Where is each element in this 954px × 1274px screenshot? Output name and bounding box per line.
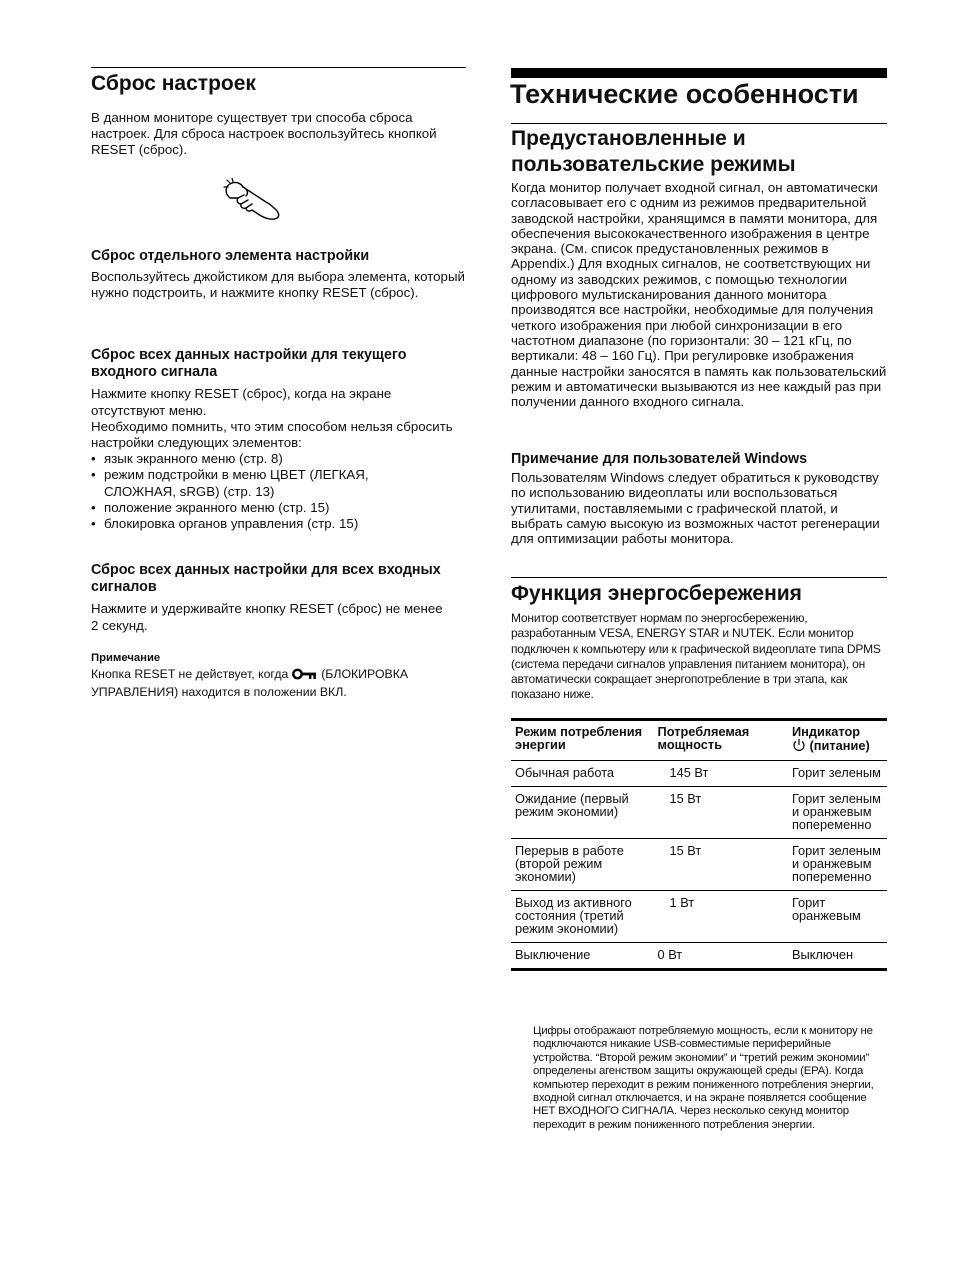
table-cell: Обычная работа (511, 761, 654, 787)
col-indicator-header (788, 720, 887, 761)
col-power-header: Потребляемая мощность (657, 724, 750, 752)
list-item: • режим подстройки в меню ЦВЕТ (ЛЕГКАЯ, СЛОЖНАЯ, sRGB) (стр. 13) (91, 467, 411, 500)
power-footnote: Цифры отображают потребляемую мощность, если к монитору не подключаются никакие USB-совместимые периферийные устройства. “Второй режим экономии” и “третий режим экономии” определены агенством защиты окружающей среды (EPA). Когда компьютер переходит в режим пониженного потребления энергии, входной сигнал отключается, и на экране появляется сообщение НЕТ ВХОДНОГО СИГНАЛА. Через несколько секунд монитор переходит в режим пониженного потребления энергии. (533, 1025, 874, 1131)
note-text (91, 666, 466, 700)
indicator-header-label: Индикатор (791, 724, 861, 739)
joystick-press-icon (222, 178, 284, 220)
table-cell: Выключен (788, 943, 887, 970)
section2-bullets (91, 451, 411, 532)
col-mode-header: Режим потребления энергии (515, 724, 643, 752)
section1-text: Воспользуйтесь джойстиком для выбора элемента, который нужно подстроить, и нажмите кнопку RESET (сброс). (91, 269, 465, 300)
right-top-bar (511, 68, 887, 78)
table-cell: 0 Вт (654, 943, 788, 970)
table-row (511, 839, 887, 891)
reset-intro: В данном мониторе существует три способа сброса настроек. Для сброса настроек воспользуйтесь кнопкой RESET (сброс). (91, 110, 437, 157)
section2-text2: Необходимо помнить, что этим способом нельзя сбросить настройки следующих элементов: (91, 419, 453, 450)
section2-heading: Сброс всех данных настройки для текущего входного сигнала (91, 347, 407, 380)
table-cell: Горит оранжевым (788, 891, 887, 943)
note-text-after: (БЛОКИРОВКА УПРАВЛЕНИЯ) находится в положении ВКЛ. (91, 667, 409, 699)
list-item: • положение экранного меню (стр. 15) (91, 500, 411, 516)
table-cell: Горит зеленым (788, 761, 887, 787)
table-row (511, 787, 887, 839)
left-top-rule (91, 67, 466, 68)
windows-text: Пользователям Windows следует обратиться к руководству по использованию видеоплаты или воспользоваться утилитами, поставляемыми с графической платой, и выбрать самую высокую из возможных частот регенерации для оптимизации работы монитора. (511, 470, 880, 547)
list-item: • язык экранного меню (стр. 8) (91, 451, 411, 467)
power-icon (792, 738, 806, 754)
table-row (511, 761, 887, 787)
modes-heading: Предустановленные и пользовательские режимы (511, 127, 796, 176)
table-cell: Выключение (511, 943, 654, 970)
note-text-before: Кнопка RESET не действует, когда (91, 667, 292, 681)
power-heading: Функция энергосбережения (511, 582, 802, 605)
indicator-header-suffix: (питание) (809, 738, 870, 753)
table-cell: 15 Вт (654, 787, 788, 839)
modes-text: Когда монитор получает входной сигнал, он автоматически согласовывает его с одним из режимов предварительной заводской настройки, хранящимся в памяти монитора, для обеспечения высококачественного изображения в центре экрана. (См. список предустановленных режимов в Appendix.) Для входных сигналов, не соответствующих ни одному из заводских режимов, с помощью технологии цифрового мультисканирования данного монитора производятся все настройки, необходимые для получения четкого изображения при любой синхронизации в его частотном диапазоне (по горизонтали: 30 – 121 кГц, по вертикали: 48 – 160 Гц). При регулировке изображения данные настройки заносятся в память как пользовательский режим и автоматически вызываются из нее каждый раз при получении данного входного сигнала. (511, 180, 887, 410)
table-cell: Горит зеленым и оранжевым попеременно (788, 839, 887, 891)
power-rule (511, 577, 887, 578)
reset-title: Сброс настроек (91, 72, 256, 95)
page-title: Технические особенности (510, 79, 859, 109)
table-cell: Выход из активного состояния (третий режим экономии) (511, 891, 654, 943)
modes-rule (511, 123, 887, 124)
table-cell: 15 Вт (654, 839, 788, 891)
section2-text1: Нажмите кнопку RESET (сброс), когда на экране отсутствуют меню. (91, 386, 392, 418)
power-text: Монитор соответствует нормам по энергосбережению, разработанным VESA, ENERGY STAR и NUTEK. Если монитор подключен к компьютеру или к графической видеоплате типа DPMS (система передачи сигналов управления питанием монитора), он автоматически сокращает энергопотребление в три этапа, как показано ниже. (511, 611, 881, 702)
section3-text: Нажмите и удерживайте кнопку RESET (сброс) не менее 2 секунд. (91, 601, 443, 633)
table-cell: Горит зеленым и оранжевым попеременно (788, 787, 887, 839)
windows-heading: Примечание для пользователей Windows (511, 451, 808, 467)
table-cell: Ожидание (первый режим экономии) (511, 787, 654, 839)
list-item: • блокировка органов управления (стр. 15) (91, 516, 411, 532)
note-heading: Примечание (91, 652, 161, 664)
power-table (511, 718, 887, 971)
section1-heading: Сброс отдельного элемента настройки (91, 248, 370, 264)
key-lock-icon (292, 668, 318, 684)
section3-heading: Сброс всех данных настройки для всех входных сигналов (91, 562, 441, 595)
table-header-row (511, 720, 887, 761)
table-cell: Перерыв в работе (второй режим экономии) (511, 839, 654, 891)
table-cell: 145 Вт (654, 761, 788, 787)
table-cell: 1 Вт (654, 891, 788, 943)
table-row (511, 943, 887, 970)
table-row (511, 891, 887, 943)
